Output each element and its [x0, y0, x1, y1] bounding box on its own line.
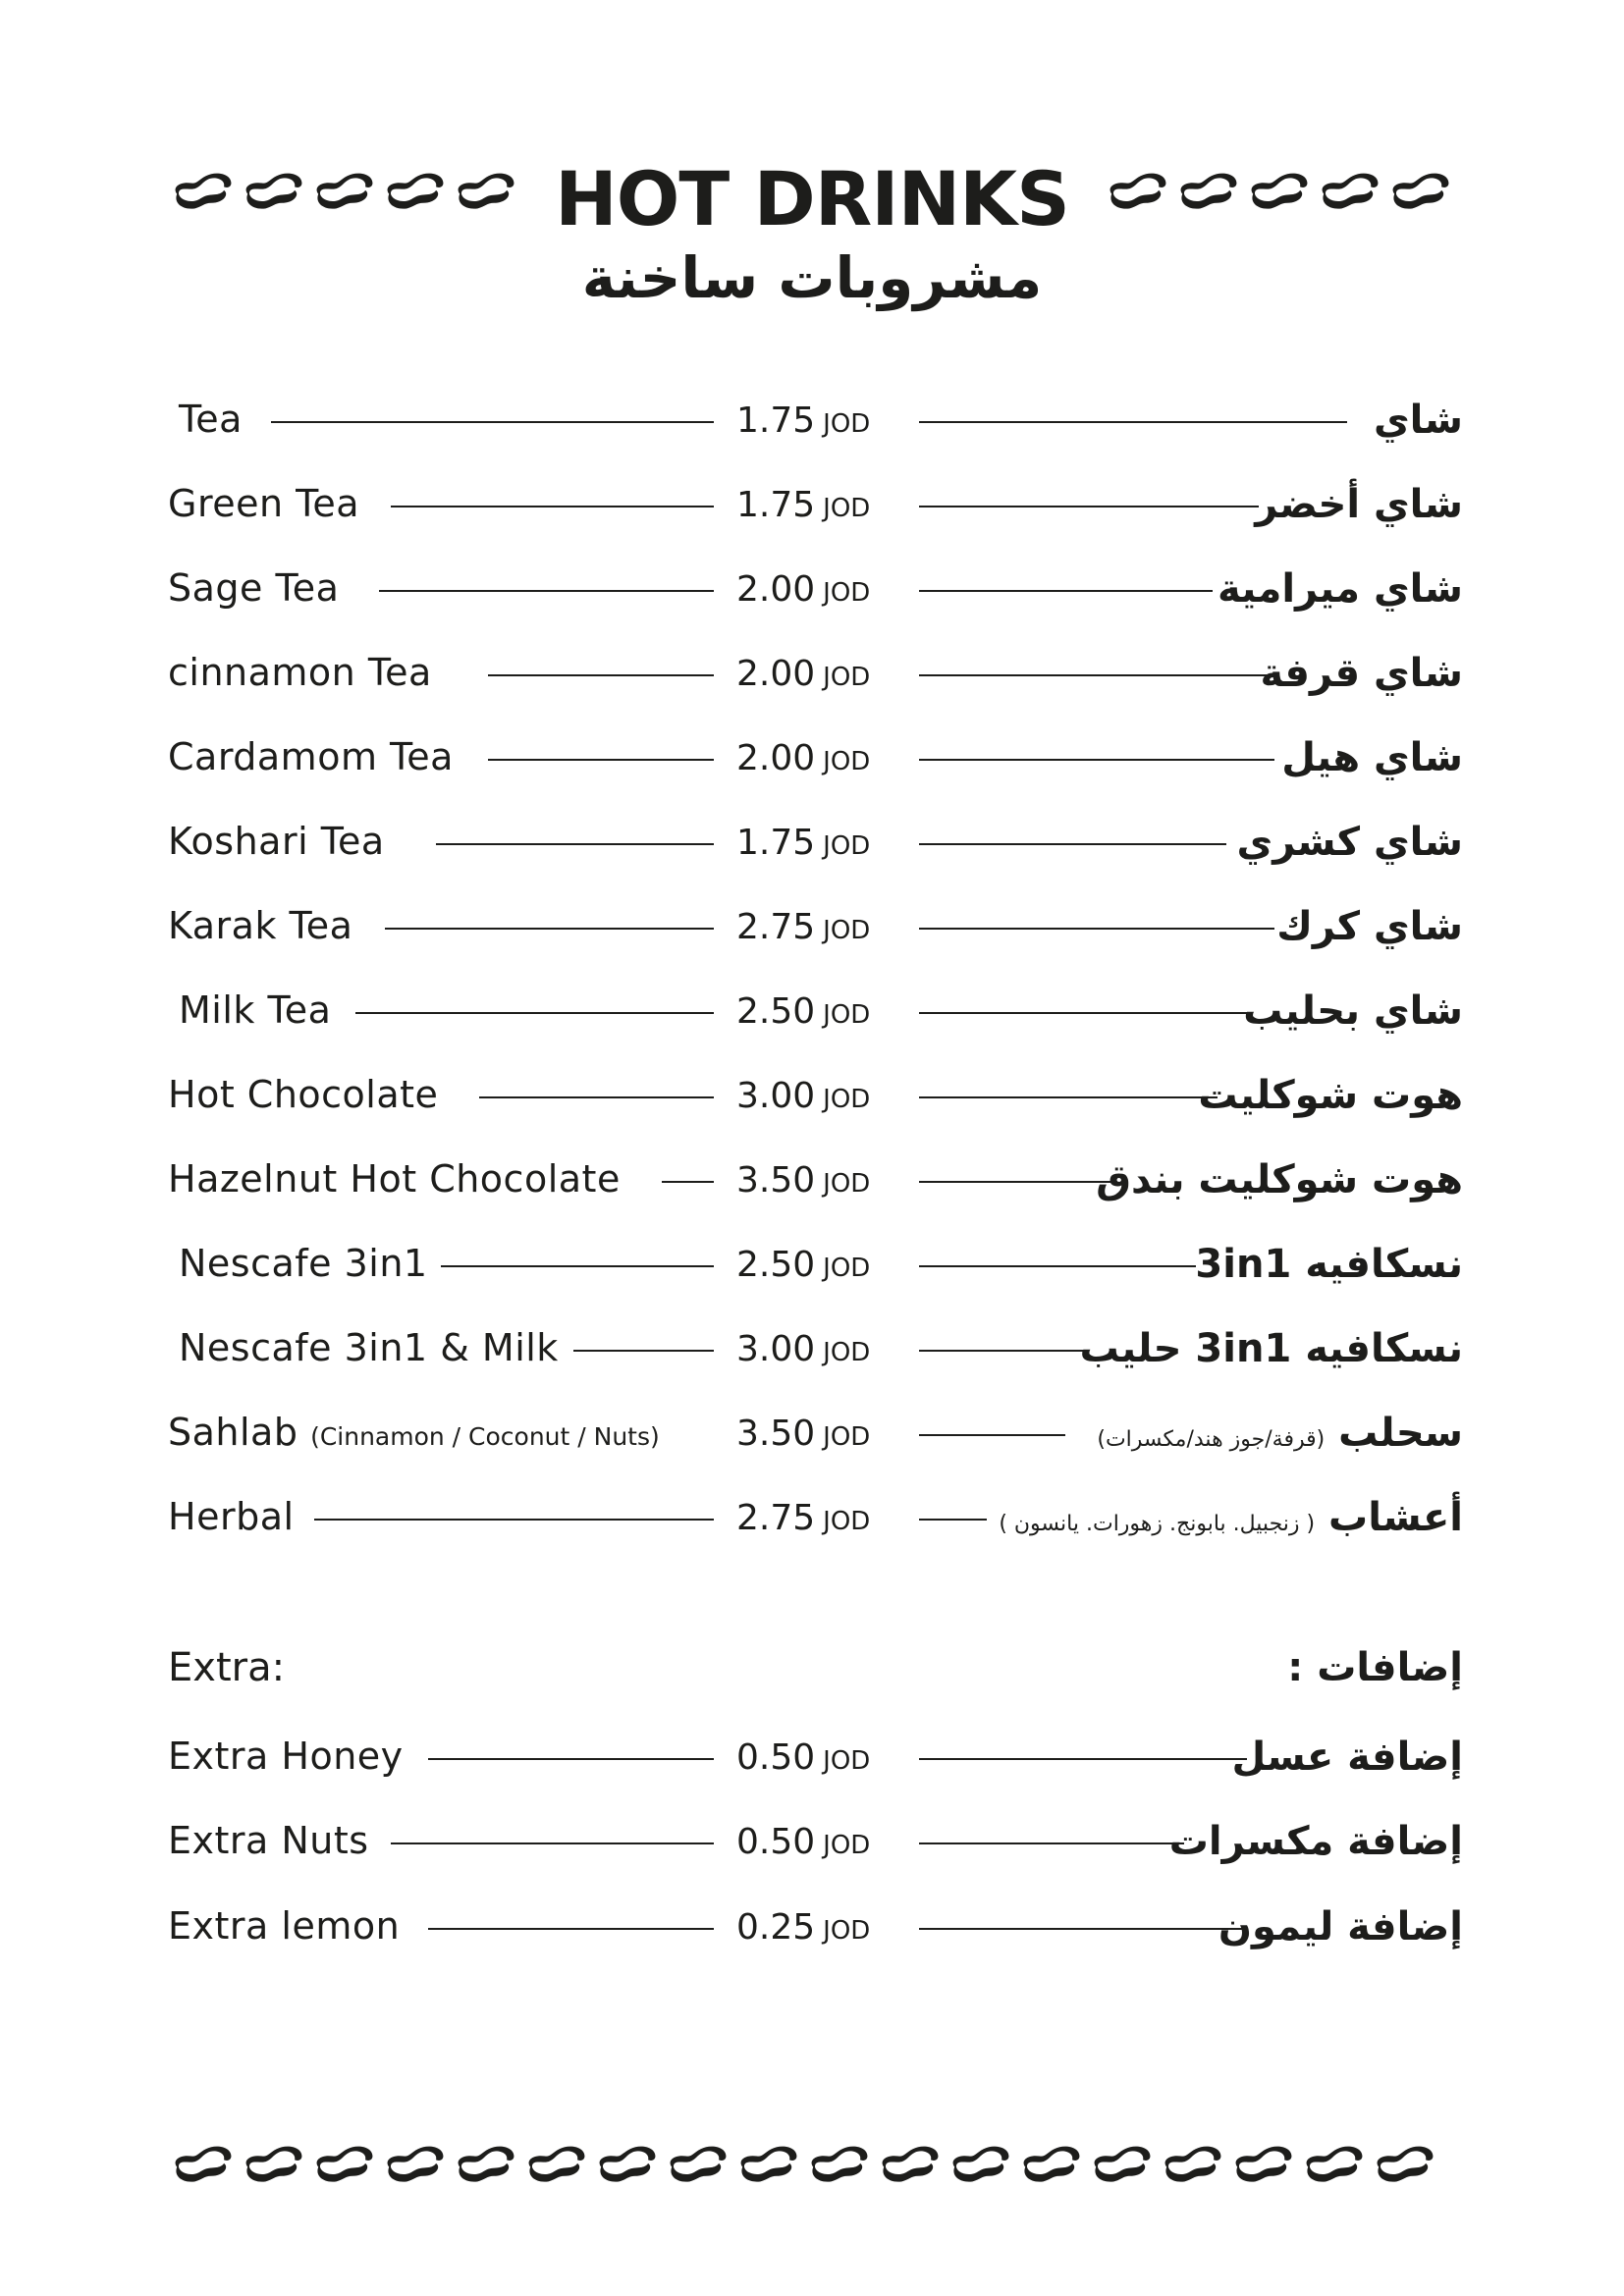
item-price: [736, 1243, 870, 1291]
price-value: 3.00: [736, 1329, 816, 1369]
leader-line-left: [314, 1519, 714, 1521]
menu-row: [0, 1494, 1624, 1553]
leader-line-right: [919, 759, 1274, 761]
item-name-en-text: Green Tea: [168, 482, 360, 525]
menu-row: [0, 650, 1624, 709]
item-price: [736, 652, 870, 700]
price-value: 1.75: [736, 485, 816, 525]
item-price: [736, 1412, 870, 1460]
item-name-ar-text: إضافة مكسرات: [1168, 1819, 1463, 1864]
swirl-ornament-icon: [520, 2140, 591, 2185]
item-name-en-text: Extra lemon: [168, 1904, 401, 1948]
item-name-ar-text: شاي كشري: [1236, 820, 1463, 865]
leader-line-right: [919, 506, 1259, 507]
item-name-ar: [1198, 1068, 1463, 1123]
item-price: [736, 1905, 870, 1953]
swirl-ornament-icon: [1086, 2140, 1157, 2185]
swirl-ornament-icon: [308, 2140, 379, 2185]
swirl-ornament-icon: [874, 2140, 945, 2185]
item-name-ar: [999, 1490, 1463, 1552]
item-name-en: [168, 1734, 404, 1779]
leader-line-right: [919, 674, 1270, 676]
leader-line-right: [919, 1758, 1247, 1760]
item-price: [736, 1820, 870, 1868]
price-value: 2.75: [736, 907, 816, 947]
price-value: 2.50: [736, 1245, 816, 1285]
item-name-ar-text: شاي كرك: [1276, 904, 1463, 949]
swirl-ornament-icon: [1369, 2140, 1439, 2185]
item-name-en: [179, 1325, 559, 1370]
leader-line-right: [919, 1265, 1196, 1267]
leader-line-left: [391, 1842, 714, 1844]
currency-label: JOD: [823, 831, 871, 861]
menu-row: [0, 734, 1624, 793]
extras-label-en: Extra:: [168, 1645, 286, 1690]
page-subtitle-arabic: مشروبات ساخنة: [581, 244, 1043, 311]
item-name-en-text: Extra Nuts: [168, 1819, 369, 1862]
leader-line-left: [428, 1928, 714, 1930]
item-name-ar-text: سحلب: [1338, 1411, 1463, 1456]
item-name-ar: [1169, 1814, 1463, 1869]
leader-line-right: [919, 1842, 1184, 1844]
swirl-ornament-icon: [945, 2140, 1015, 2185]
item-name-en-text: Hot Chocolate: [168, 1073, 439, 1116]
item-price: [736, 1735, 870, 1784]
menu-row: [0, 397, 1624, 455]
leader-line-left: [391, 506, 714, 507]
item-name-ar-text: شاي هيل: [1281, 735, 1463, 780]
item-name-ar-text: شاي ميرامية: [1218, 566, 1463, 612]
currency-label: JOD: [823, 1338, 871, 1367]
item-name-en-text: Herbal: [168, 1495, 295, 1538]
item-name-en: [179, 988, 331, 1033]
leader-line-left: [441, 1265, 714, 1267]
currency-label: JOD: [823, 1085, 871, 1114]
leader-line-right: [919, 1096, 1218, 1098]
swirl-ornament-icon: [167, 2140, 238, 2185]
item-name-en: [168, 1903, 400, 1949]
leader-line-left: [355, 1012, 714, 1014]
item-price: [736, 483, 870, 531]
leader-line-right: [919, 1434, 1065, 1436]
item-name-ar: [1096, 1152, 1463, 1207]
currency-label: JOD: [823, 1831, 871, 1860]
item-name-ar: [1374, 393, 1463, 448]
leader-line-right: [919, 1928, 1247, 1930]
item-note-en: (Cinnamon / Coconut / Nuts): [310, 1422, 660, 1451]
menu-row: [0, 819, 1624, 878]
item-price: [736, 1074, 870, 1122]
item-name-en: [168, 1818, 369, 1863]
item-name-ar-text: أعشاب: [1328, 1495, 1463, 1540]
swirl-ornament-icon: [803, 2140, 874, 2185]
item-price: [736, 1158, 870, 1206]
menu-row: [0, 903, 1624, 962]
item-price: [736, 1327, 870, 1375]
item-name-en-text: Nescafe 3in1 & Milk: [179, 1326, 559, 1369]
item-name-en: [168, 734, 454, 779]
leader-line-right: [919, 843, 1226, 845]
item-name-en: [168, 1156, 621, 1201]
item-price: [736, 905, 870, 953]
item-name-en-text: Cardamom Tea: [168, 735, 454, 778]
item-name-en: [168, 819, 385, 864]
item-price: [736, 567, 870, 615]
extras-label-ar: إضافات :: [1287, 1645, 1463, 1690]
leader-line-left: [428, 1758, 714, 1760]
swirl-ornament-icon: [1015, 2140, 1086, 2185]
item-name-en: [168, 1072, 438, 1117]
item-name-en-text: Sage Tea: [168, 566, 340, 610]
item-price: [736, 821, 870, 869]
item-note-ar: (قرفة/جوز هند/مكسرات): [1097, 1427, 1326, 1452]
menu-row: [0, 1903, 1624, 1962]
currency-label: JOD: [823, 1254, 871, 1283]
item-name-en: [168, 565, 339, 611]
swirl-ornament-icon: [450, 2140, 520, 2185]
currency-label: JOD: [823, 1422, 871, 1452]
price-value: 3.00: [736, 1076, 816, 1116]
item-name-ar-text: إضافة ليمون: [1218, 1904, 1463, 1949]
item-name-ar-text: إضافة عسل: [1231, 1735, 1463, 1780]
leader-line-left: [488, 674, 714, 676]
currency-label: JOD: [823, 916, 871, 945]
leader-line-left: [488, 759, 714, 761]
item-name-en: [179, 397, 243, 442]
item-name-ar-text: هوت شوكليت: [1198, 1073, 1463, 1118]
leader-line-left: [479, 1096, 714, 1098]
price-value: 1.75: [736, 400, 816, 441]
item-name-ar-text: نسكافيه 3in1 حليب: [1079, 1326, 1463, 1371]
price-value: 0.50: [736, 1737, 816, 1778]
price-value: 2.50: [736, 991, 816, 1032]
leader-line-left: [436, 843, 714, 845]
price-value: 1.75: [736, 823, 816, 863]
swirl-ornament-icon: [1298, 2140, 1369, 2185]
menu-row: [0, 481, 1624, 540]
item-name-ar: [1195, 1237, 1463, 1292]
swirl-ornament-icon: [662, 2140, 732, 2185]
currency-label: JOD: [823, 747, 871, 776]
price-value: 2.00: [736, 738, 816, 778]
currency-label: JOD: [823, 494, 871, 523]
item-name-en-text: Extra Honey: [168, 1735, 404, 1778]
leader-line-right: [919, 1181, 1115, 1183]
item-price: [736, 989, 870, 1038]
item-name-ar: [1276, 899, 1463, 954]
leader-line-left: [385, 928, 714, 930]
item-name-ar: [1097, 1406, 1463, 1468]
item-name-ar: [1281, 730, 1463, 785]
currency-label: JOD: [823, 1000, 871, 1030]
item-name-en: [168, 650, 432, 695]
menu-row: [0, 1156, 1624, 1215]
item-name-en: [168, 903, 352, 948]
item-name-ar-text: شاي: [1373, 398, 1463, 443]
leader-line-left: [573, 1350, 714, 1352]
item-price: [736, 1496, 870, 1544]
item-note-ar: ( زنجبيل. بابونج. زهورات. يانسون ): [999, 1512, 1316, 1536]
currency-label: JOD: [823, 1746, 871, 1776]
leader-line-right: [919, 421, 1347, 423]
item-name-en-text: Milk Tea: [179, 988, 332, 1032]
currency-label: JOD: [823, 1916, 871, 1946]
ornament-bottom: [167, 2140, 1439, 2185]
item-name-ar: [1237, 815, 1463, 870]
item-name-en-text: Nescafe 3in1: [179, 1242, 428, 1285]
swirl-ornament-icon: [732, 2140, 803, 2185]
item-name-ar: [1218, 561, 1463, 616]
menu-row: [0, 1734, 1624, 1792]
price-value: 2.75: [736, 1498, 816, 1538]
swirl-ornament-icon: [591, 2140, 662, 2185]
item-name-en: [168, 1410, 660, 1460]
item-name-ar-text: شاي قرفة: [1260, 651, 1463, 696]
price-value: 3.50: [736, 1160, 816, 1201]
item-name-ar-text: شاي بحليب: [1243, 988, 1463, 1034]
item-price: [736, 399, 870, 447]
currency-label: JOD: [823, 663, 871, 692]
leader-line-right: [919, 590, 1213, 592]
leader-line-right: [919, 1519, 987, 1521]
menu-row: [0, 1241, 1624, 1300]
price-value: 2.00: [736, 569, 816, 610]
leader-line-right: [919, 928, 1274, 930]
currency-label: JOD: [823, 578, 871, 608]
item-name-en-text: Karak Tea: [168, 904, 353, 947]
item-name-en-text: Sahlab: [168, 1411, 298, 1454]
menu-row: [0, 1325, 1624, 1384]
swirl-ornament-icon: [1157, 2140, 1227, 2185]
item-name-ar-text: نسكافيه 3in1: [1195, 1242, 1463, 1287]
item-name-ar: [1080, 1321, 1463, 1376]
item-name-ar: [1255, 477, 1463, 532]
item-name-en-text: Hazelnut Hot Chocolate: [168, 1157, 621, 1201]
item-price: [736, 736, 870, 784]
price-value: 3.50: [736, 1414, 816, 1454]
item-name-ar: [1218, 1899, 1463, 1954]
currency-label: JOD: [823, 409, 871, 439]
leader-line-right: [919, 1012, 1247, 1014]
price-value: 0.50: [736, 1822, 816, 1862]
menu-row: [0, 988, 1624, 1046]
swirl-ornament-icon: [1227, 2140, 1298, 2185]
leader-line-right: [919, 1350, 1088, 1352]
item-name-en-text: Tea: [179, 398, 243, 441]
menu-row: [0, 1818, 1624, 1877]
leader-line-left: [662, 1181, 714, 1183]
menu-row: [0, 565, 1624, 624]
item-name-ar-text: هوت شوكليت بندق: [1096, 1157, 1463, 1202]
price-value: 2.00: [736, 654, 816, 694]
item-name-ar: [1261, 646, 1463, 701]
item-name-en: [179, 1241, 428, 1286]
item-name-en: [168, 1494, 295, 1539]
menu-row: [0, 1072, 1624, 1131]
item-name-ar-text: شاي أخضر: [1255, 482, 1463, 527]
menu-row: [0, 1410, 1624, 1468]
currency-label: JOD: [823, 1507, 871, 1536]
item-name-ar: [1232, 1730, 1464, 1785]
item-name-en: [168, 481, 359, 526]
price-value: 0.25: [736, 1907, 816, 1948]
item-name-en-text: cinnamon Tea: [168, 651, 432, 694]
currency-label: JOD: [823, 1169, 871, 1199]
page-title: HOT DRINKS: [555, 155, 1069, 242]
leader-line-left: [379, 590, 714, 592]
item-name-en-text: Koshari Tea: [168, 820, 385, 863]
swirl-ornament-icon: [379, 2140, 450, 2185]
item-name-ar: [1243, 984, 1463, 1039]
leader-line-left: [271, 421, 714, 423]
swirl-ornament-icon: [238, 2140, 308, 2185]
